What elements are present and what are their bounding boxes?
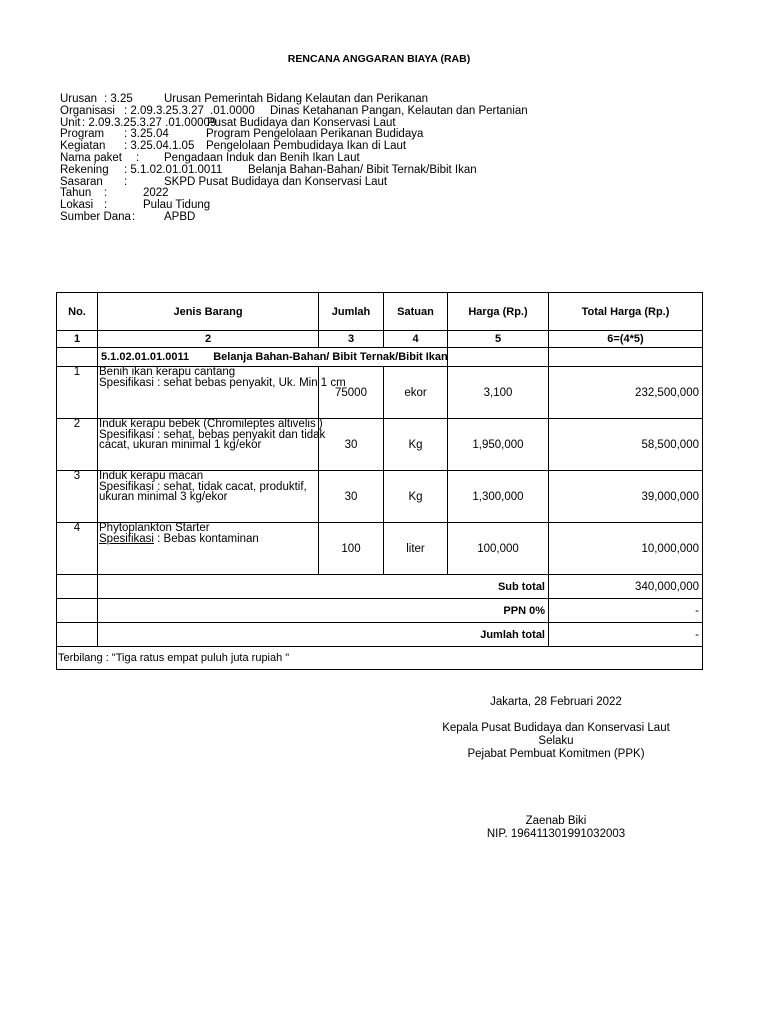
item-unit: ekor — [384, 367, 448, 419]
item-price: 1,300,000 — [448, 471, 549, 523]
item-qty: 30 — [319, 419, 384, 471]
col-header-harga: Harga (Rp.) — [448, 293, 549, 331]
info-code-2: .01.0000 — [210, 104, 255, 117]
info-code: : — [104, 187, 108, 200]
document-title: RENCANA ANGGARAN BIAYA (RAB) — [287, 53, 471, 65]
info-text: Pengadaan Induk dan Benih Ikan Laut — [164, 151, 360, 164]
ppn-value: - — [549, 599, 703, 623]
info-label: Unit — [60, 116, 81, 129]
col-header-total-harga: Total Harga (Rp.) — [549, 293, 703, 331]
info-code: : — [132, 210, 136, 223]
table-row — [57, 367, 703, 419]
info-text: APBD — [164, 210, 196, 223]
col-number: 6=(4*5) — [549, 331, 703, 348]
account-cell — [98, 348, 448, 367]
info-code: : 2.09.3.25.3.27 — [124, 104, 204, 117]
item-description — [98, 366, 346, 419]
ppn-row — [57, 599, 703, 623]
col-header-jenis-barang: Jenis Barang — [98, 293, 319, 331]
subtotal-label: Sub total — [98, 575, 549, 599]
account-name: Belanja Bahan-Bahan/ Bibit Ternak/Bibit Ikan — [213, 351, 448, 363]
item-name: Benih ikan kerapu cantang — [99, 366, 236, 378]
info-text: 2022 — [143, 187, 169, 200]
info-label: Sumber Dana — [60, 210, 131, 223]
item-unit: Kg — [384, 471, 448, 523]
item-name: Phytoplankton Starter — [99, 522, 210, 534]
info-label: Organisasi — [60, 104, 115, 117]
info-text: Urusan Pemerintah Bidang Kelautan dan Perikanan — [164, 93, 429, 105]
info-code: : 3.25 — [104, 93, 133, 105]
column-number-row — [57, 331, 703, 348]
table-header-row — [57, 293, 703, 331]
item-total: 10,000,000 — [549, 523, 703, 575]
item-no: 4 — [57, 523, 98, 575]
item-spec: Spesifikasi : sehat bebas penyakit, Uk. Min 1 cm — [99, 376, 346, 389]
item-total: 58,500,000 — [549, 419, 703, 471]
info-label: Rekening — [60, 163, 109, 176]
info-text: Program Pengelolaan Perikanan Budidaya — [206, 128, 424, 141]
item-price: 1,950,000 — [448, 419, 549, 471]
info-text: SKPD Pusat Budidaya dan Konservasi Laut — [164, 175, 388, 188]
terbilang-text: Terbilang : "Tiga ratus empat puluh juta rupiah " — [57, 647, 703, 670]
col-number: 4 — [384, 331, 448, 348]
jumlah-total-label: Jumlah total — [98, 623, 549, 647]
col-number: 3 — [319, 331, 384, 348]
info-text: Belanja Bahan-Bahan/ Bibit Ternak/Bibit Ikan — [248, 163, 477, 176]
item-description — [98, 418, 326, 471]
item-no: 3 — [57, 471, 98, 523]
item-total: 39,000,000 — [549, 471, 703, 523]
subtotal-value: 340,000,000 — [549, 575, 703, 599]
item-spec-label: Spesifikasi — [99, 532, 154, 545]
item-unit: Kg — [384, 419, 448, 471]
col-header-jumlah: Jumlah — [319, 293, 384, 331]
info-label: Tahun — [60, 187, 92, 200]
signature-line: Kepala Pusat Budidaya dan Konservasi Laut — [442, 722, 670, 734]
signatory-name: Zaenab Biki — [525, 815, 587, 827]
account-code: 5.1.02.01.01.0011 — [101, 351, 190, 363]
info-label: Kegiatan — [60, 140, 106, 153]
item-qty: 30 — [319, 471, 384, 523]
signature-place-date: Jakarta, 28 Februari 2022 — [490, 696, 622, 708]
signature-line: Selaku — [538, 735, 574, 747]
table-row — [57, 471, 703, 523]
col-number: 5 — [448, 331, 549, 348]
subtotal-row — [57, 575, 703, 599]
item-no: 1 — [57, 367, 98, 419]
item-price: 100,000 — [448, 523, 549, 575]
item-spec — [99, 534, 317, 545]
col-header-no: No. — [57, 293, 98, 331]
info-code: : — [136, 151, 140, 164]
signatory — [400, 815, 712, 841]
info-code: : — [124, 175, 128, 188]
info-label: Urusan — [60, 93, 98, 105]
info-label: Lokasi — [60, 199, 94, 212]
signature-line: Pejabat Pembuat Komitmen (PPK) — [467, 748, 645, 760]
item-spec: cacat, ukuran minimal 1 kg/ekor — [99, 439, 262, 451]
item-name: Induk kerapu bebek (Chromileptes altivelis ) — [99, 418, 323, 430]
item-price: 3,100 — [448, 367, 549, 419]
info-code: : 5.1.02.01.01.0011 — [124, 163, 223, 176]
item-qty: 75000 — [319, 367, 384, 419]
item-no: 2 — [57, 419, 98, 471]
col-number: 1 — [57, 331, 98, 348]
item-unit: liter — [384, 523, 448, 575]
table-row — [57, 419, 703, 471]
info-code: : 3.25.04 — [124, 128, 169, 141]
info-text: Pulau Tidung — [143, 199, 211, 212]
signatory-nip: NIP. 196411301991032003 — [486, 828, 626, 840]
account-row — [57, 348, 703, 367]
item-spec-text: : Bebas kontaminan — [153, 532, 259, 545]
terbilang-row — [57, 647, 703, 670]
signature-title — [400, 722, 712, 761]
item-description — [98, 523, 319, 575]
info-text: Dinas Ketahanan Pangan, Kelautan dan Pertanian — [270, 104, 528, 117]
info-label: Program — [60, 128, 105, 141]
info-code: : — [104, 199, 108, 212]
item-name: Induk kerapu macan — [99, 470, 204, 482]
item-description — [98, 471, 319, 523]
info-code: : 3.25.04.1.05 — [124, 140, 195, 153]
jumlah-total-value: - — [549, 623, 703, 647]
col-header-satuan: Satuan — [384, 293, 448, 331]
item-total: 232,500,000 — [549, 367, 703, 419]
item-spec: ukuran minimal 3 kg/ekor — [99, 491, 228, 503]
item-spec: Spesifikasi : sehat, tidak cacat, produktif, — [99, 480, 307, 493]
rab-table — [56, 292, 703, 670]
info-label: Nama paket — [60, 151, 123, 164]
col-number: 2 — [98, 331, 319, 348]
table-row — [57, 523, 703, 575]
item-spec: Spesifikasi : sehat, bebas penyakit dan tidak — [99, 428, 326, 441]
info-text: Pusat Budidaya dan Konservasi Laut — [207, 116, 396, 129]
item-qty: 100 — [319, 523, 384, 575]
info-label: Sasaran — [60, 175, 103, 188]
jumlah-total-row — [57, 623, 703, 647]
info-code: : 2.09.3.25.3.27 .01.00009 — [82, 116, 217, 129]
ppn-label: PPN 0% — [98, 599, 549, 623]
info-text: Pengelolaan Pembudidaya Ikan di Laut — [206, 140, 407, 153]
